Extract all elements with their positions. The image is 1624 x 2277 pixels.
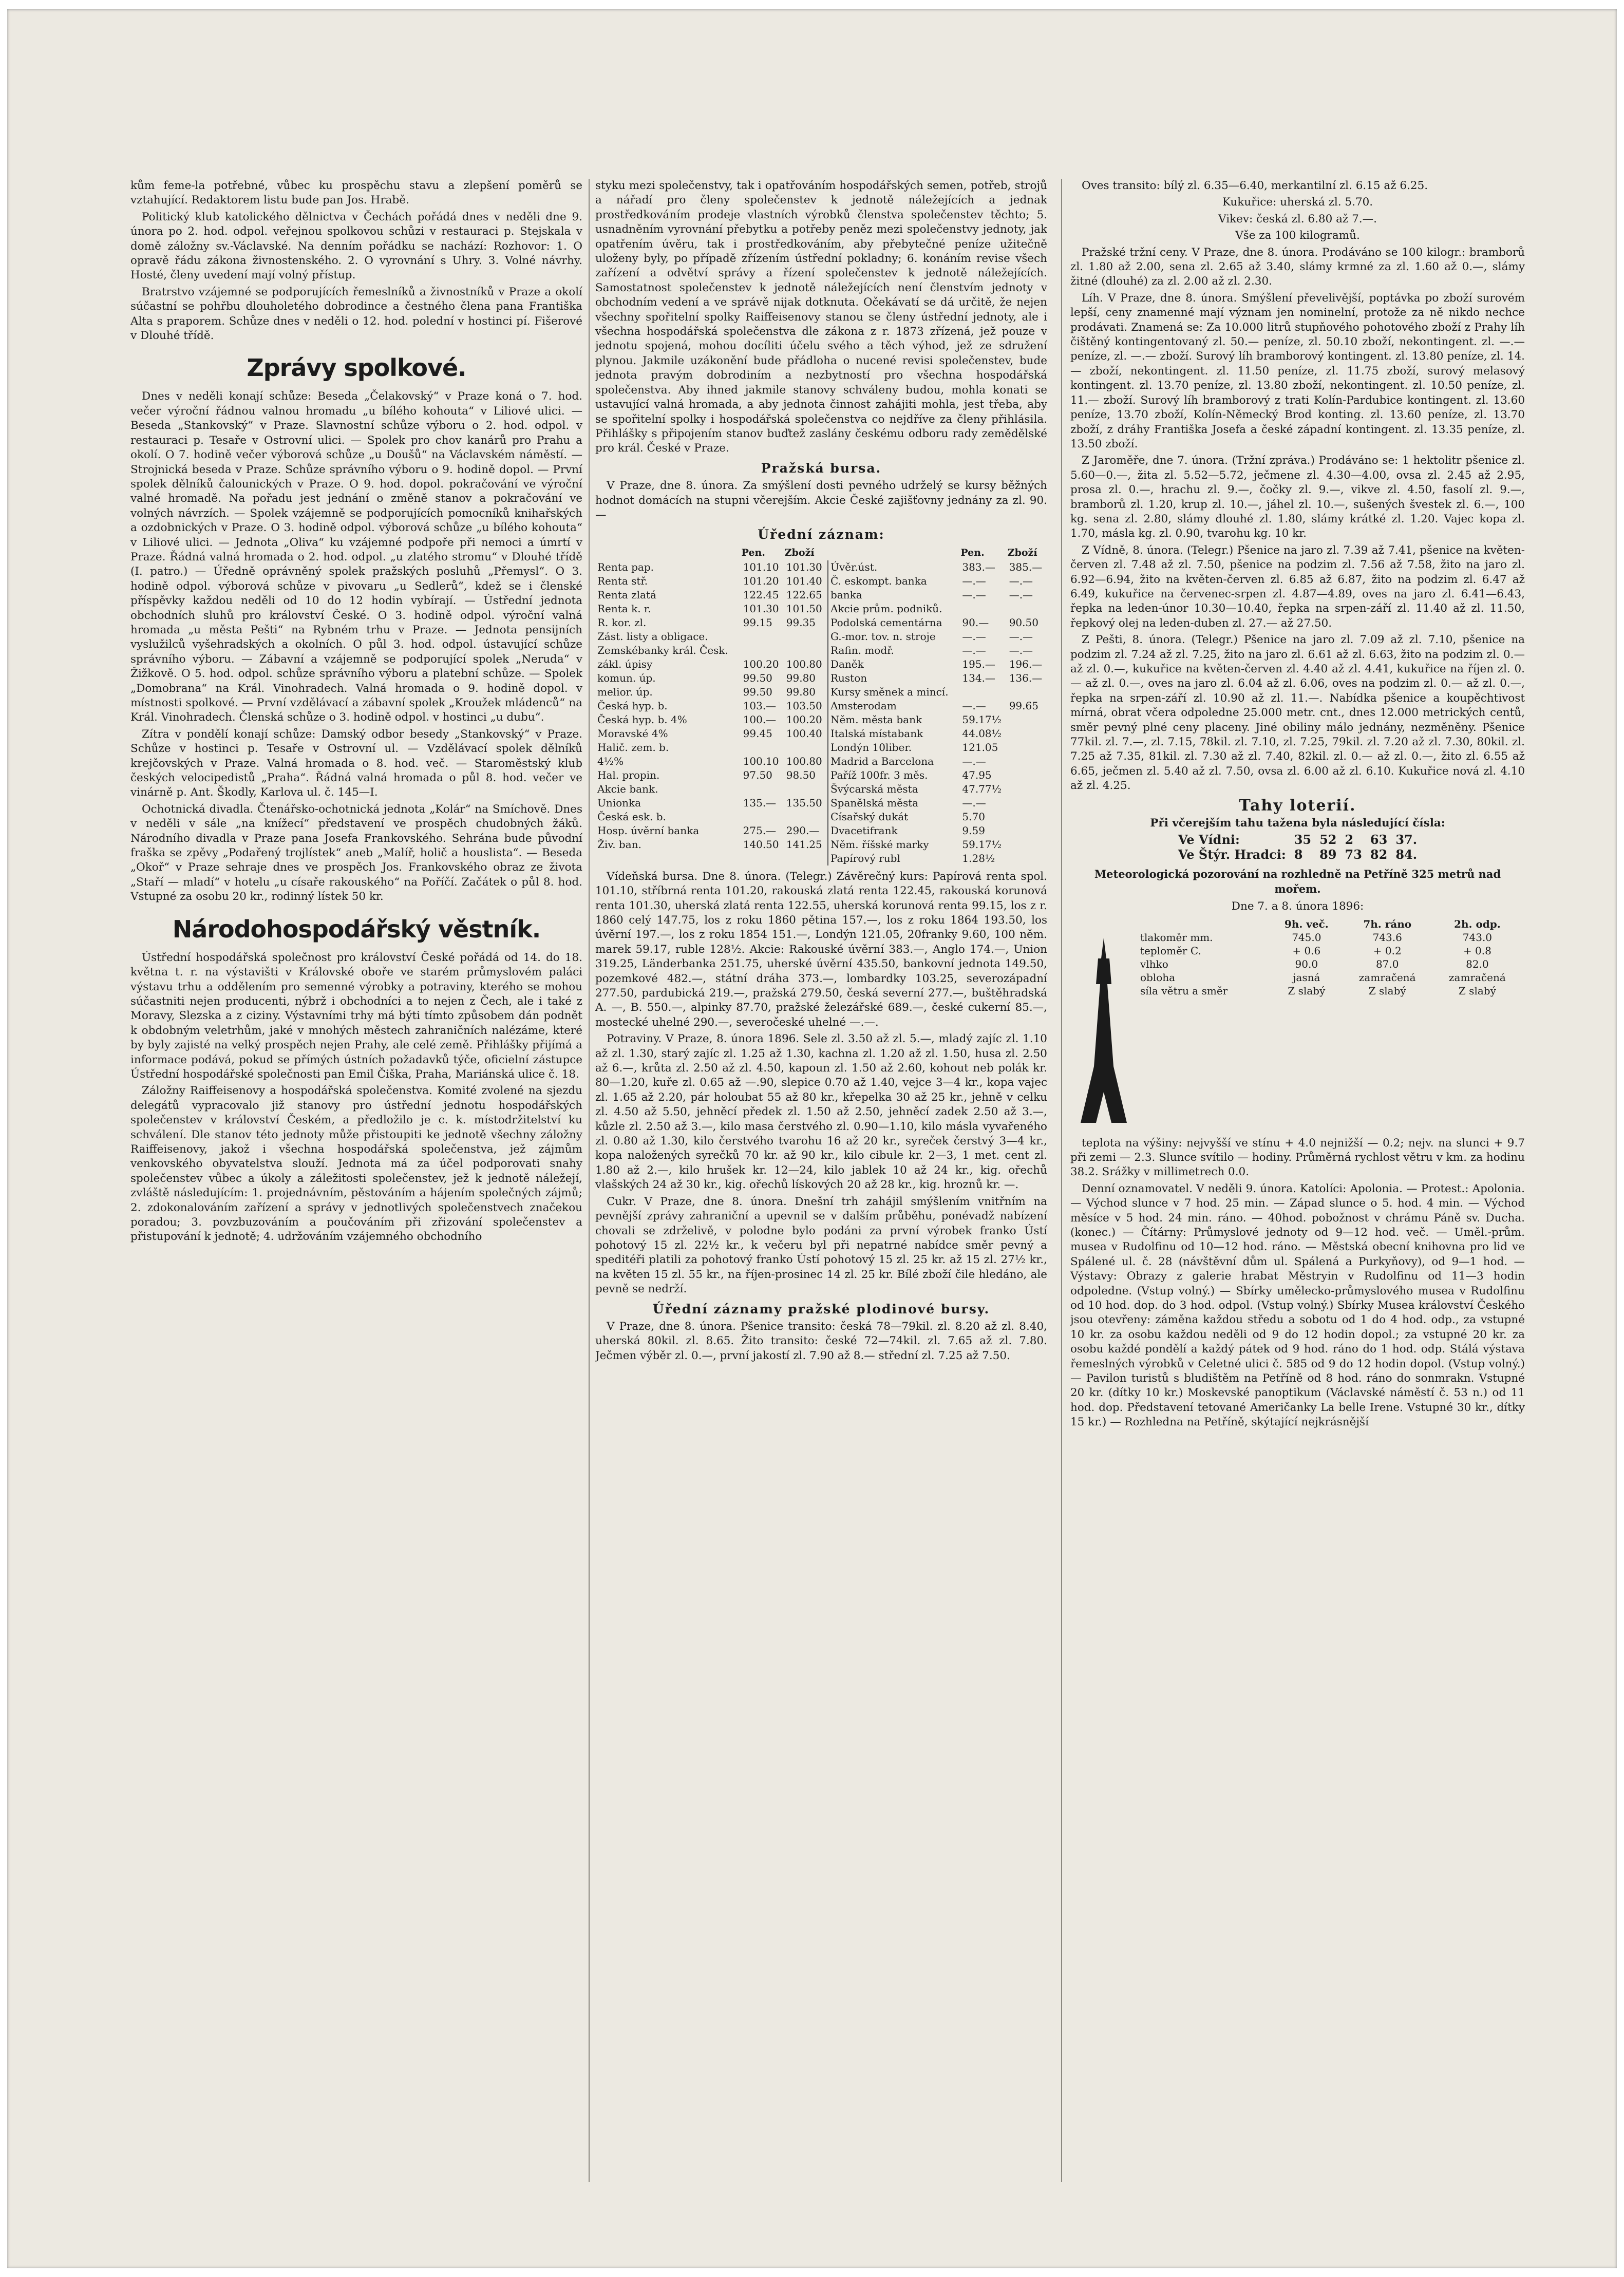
zaznam-heading: Úřední záznam: — [758, 527, 885, 542]
rates-row — [595, 727, 1047, 741]
meteo-header: 9h. več. — [1284, 917, 1329, 930]
rates-row — [595, 699, 1047, 713]
rates-value: 99.80 — [784, 671, 828, 685]
newspaper-page — [7, 9, 1617, 2268]
rates-label: Ruston — [830, 671, 867, 684]
rates-row — [595, 588, 1047, 602]
rates-row — [595, 838, 1047, 852]
meteo-value: + 0.8 — [1463, 944, 1491, 957]
rates-label: Italská místabank — [830, 727, 923, 740]
meteo-label: tlakoměr mm. — [1140, 931, 1213, 944]
rates-label: Zást. listy a obligace. — [597, 630, 708, 643]
rates-value — [1007, 713, 1047, 727]
rates-label: melior. úp. — [597, 685, 653, 698]
meteo-header-row — [1137, 917, 1522, 931]
rates-value: 103.— — [743, 699, 777, 712]
rates-value: —.— — [962, 755, 986, 767]
rates-label: Č. eskompt. banka — [830, 574, 927, 587]
section-heading-spolky: Zprávy spolkové. — [247, 354, 466, 382]
column-2 — [595, 179, 1047, 2208]
rates-row — [595, 810, 1047, 824]
lottery-number: 73 — [1345, 846, 1362, 862]
lottery-number: 84. — [1395, 846, 1418, 862]
meteo-dates: Dne 7. a 8. února 1896: — [1231, 900, 1364, 913]
meteo-value: zamračená — [1449, 971, 1506, 984]
rates-label: Česká esk. b. — [597, 810, 666, 823]
rates-value: 98.50 — [784, 768, 828, 782]
paragraph: Politický klub katolického dělnictva v Čechách pořádá dnes v neděli dne 9. února po 2. hod. odpol. veřejnou spolkovou schůzi v restauraci p. Stejskala v domě záložny sv.-Václavské. Na denním pořádku se nachází: Rozhovor: 1. O opravě řádu zákona živnostenského. 2. O vyrovnání s Uhry. 3. Volné návrhy. Hosté, členy uvedení mají volný přístup. — [130, 210, 582, 282]
rates-value — [784, 644, 828, 657]
paragraph: V Praze, dne 8. února. Za smýšlení dosti pevného udrželý se kursy běžných hodnot domácích na stupni včerejším. Akcie České zajišťovny jednány za zl. 90.— — [595, 479, 1047, 521]
paragraph: Pražské tržní ceny. V Praze, dne 8. února. Prodáváno se 100 kilogr.: bramborů zl. 1.80 až 2.00, sena zl. 2.65 až 3.40, slámy krmné za zl. 1.60 až 0.—, slámy žitné (dlouhé) za zl. 2.00 až zl. 2.30. — [1070, 246, 1525, 288]
paragraph: V Praze, dne 8. února. Pšenice transito: česká 78—79kil. zl. 8.20 až zl. 8.40, uherská 80kil. zl. 8.65. Žito transito: české 72—74kil. zl. 7.65 až zl. 7.80. Ječmen výběr zl. 0.—, první jakostí zl. 7.90 až 8.— střední zl. 7.25 až 7.50. — [595, 1320, 1047, 1362]
rates-value: 100.20 — [784, 713, 828, 727]
rates-value: —.— — [962, 574, 986, 587]
rates-value: 122.65 — [784, 588, 828, 602]
rates-value: —.— — [962, 699, 986, 712]
rates-row — [595, 796, 1047, 810]
rates-value: 195.— — [962, 657, 995, 670]
rates-label: zákl. úpisy — [597, 657, 653, 670]
rates-row — [595, 713, 1047, 727]
rates-label: Podolská cementárna — [830, 616, 942, 629]
rates-value — [1007, 852, 1047, 865]
paragraph: teplota na výšiny: nejvyšší ve stínu + 4.0 nejnižší — 0.2; nejv. na slunci + 9.7 při zemi — 2.3. Slunce svítilo — hodiny. Průměrná rychlost větru v km. za hodinu 38.2. Srážky v millimetrech 0.0. — [1070, 1136, 1525, 1179]
rates-value — [741, 630, 784, 644]
meteo-table — [1137, 917, 1522, 998]
rates-header: Zboží — [784, 547, 815, 558]
rates-value — [960, 685, 1007, 699]
rates-value: —.— — [962, 588, 986, 601]
rates-label: Paříž 100fr. 3 měs. — [830, 768, 928, 781]
plodiny-heading: Úřední záznamy pražské plodinové bursy. — [652, 1301, 990, 1316]
paragraph: Potraviny. V Praze, 8. února 1896. Sele zl. 3.50 až zl. 5.—, mladý zajíc zl. 1.10 až zl. 1.30, starý zajíc zl. 1.25 až 1.30, kachna zl. 1.20 až zl. 1.50, husa zl. 2.50 až 6.—, krůta zl. 2.50 až zl. 4.50, kapoun zl. 1.50 až 2.60, kohout neb polák kr. 80—1.20, kuře zl. 0.65 až —.90, slepice 0.70 až 1.40, vejce 3—4 kr., kopa vajec zl. 1.65 až 2.20, pár holoubat 55 až 80 kr., křepelka 30 až 25 kr., jehně v celku zl. 4.50 až 5.50, jehněcí předek zl. 1.50 až 2.50, jehněcí zadek 2.50 až 3.—, kůzle zl. 2.50 až 3.—, kilo masa čerstvého zl. 0.90—1.10, kilo másla vyvařeného zl. 0.80 až 1.30, kilo čerstvého tvarohu 16 až 20 kr., syreček čerstvý 3—4 kr., kopa naložených syrečků 70 kr. až 90 kr., kilo cibule kr. 2—3, 1 met. cent zl. 1.80 až 2.—, kilo hrušek kr. 12—24, kilo jablek 10 až 24 kr., kig. ořechů vlašských 24 až 30 kr., kig. ořechů lískových 20 až 28 kr., kig. hroznů kr. —. — [595, 1032, 1047, 1192]
rates-header: Pen. — [960, 547, 985, 558]
rates-value: 5.70 — [962, 810, 985, 823]
meteo-value: + 0.6 — [1292, 944, 1321, 957]
rates-value: 59.17½ — [962, 838, 1002, 851]
rates-value: 134.— — [962, 671, 995, 684]
rates-label: Zemskébanky král. Česk. — [597, 644, 728, 656]
rates-row — [595, 768, 1047, 782]
rates-value: 99.65 — [1009, 699, 1038, 712]
meteo-row — [1137, 971, 1522, 984]
meteo-value: jasná — [1293, 971, 1320, 984]
rates-label: 4½% — [597, 755, 624, 767]
rates-row — [595, 671, 1047, 685]
rates-value: 101.30 — [784, 560, 828, 574]
rates-value: 136.— — [1009, 671, 1043, 684]
rates-row — [595, 852, 1047, 865]
meteo-value: 743.6 — [1372, 931, 1402, 944]
rates-row — [595, 755, 1047, 768]
paragraph: Bratrstvo vzájemné se podporujících řemeslníků a živnostníků v Praze a okolí súčastní se pohřbu dlouholetého dobrodince a čestného člena pana Františka Alta s praporem. Schůze dnes v neděli o 12. hod. polední v hostinci pí. Fišerové v Dlouhé třídě. — [130, 285, 582, 343]
paragraph: Líh. V Praze, dne 8. února. Smýšlení převelivější, poptávka po zboží surovém lepší, ceny znamenné mají význam jen nominelní, protože za ně nikdo nechce prodávati. Znamená se: Za 10.000 litrů stupňového pohotového zboží z Prahy líh čištěný kontingentovaný zl. 50.— peníze, zl. 50.10 zboží, nekontingent. zl. —.— peníze, zl. —.— zboží. Surový líh bramborový kontingent. zl. 13.80 peníze, zl. 14.— zboží, nekontingent. zl. 11.50 peníze, zl. 11.75 zboží, surový melasový kontingent. zl. 13.70 peníze, zl. 13.80 zboží, nekontingent. zl. 10.50 peníze, zl. 11.— zboží. Surový líh bramborový z trati Kolín-Pardubice kontingent. zl. 13.60 peníze, 13.70 zboží, Kolín-Německý Brod konting. zl. 13.60 peníze, zl. 13.70 zboží, z dráhy Františka Josefa a české západní kontingent. zl. 13.35 peníze, zl. 13.50 zboží. — [1070, 291, 1525, 450]
rates-value: —.— — [1009, 644, 1033, 656]
paragraph: Oves transito: bílý zl. 6.35—6.40, merkantilní zl. 6.15 až 6.25. — [1082, 179, 1428, 192]
line: Kukuřice: uherská zl. 5.70. — [1222, 196, 1373, 209]
rates-value — [1007, 741, 1047, 755]
rates-value: 122.45 — [743, 588, 779, 601]
rates-value: 135.50 — [784, 796, 828, 810]
rates-header-row — [595, 545, 1047, 560]
column-divider — [1061, 179, 1062, 2182]
rates-label: Renta zlatá — [597, 588, 656, 601]
rates-value: —.— — [1009, 630, 1033, 643]
rates-label: Renta stř. — [597, 574, 648, 587]
rates-value: —.— — [962, 644, 986, 656]
rates-value — [1007, 824, 1047, 838]
rates-value: 47.95 — [962, 768, 992, 781]
lottery-number: 37. — [1395, 832, 1418, 848]
rates-label: banka — [830, 588, 862, 601]
rates-value: 196.— — [1009, 657, 1043, 670]
rates-value: 99.45 — [743, 727, 772, 740]
rates-label: Česká hyp. b. 4% — [597, 713, 687, 726]
rates-value: 1.28½ — [962, 852, 995, 864]
rates-value: 101.30 — [743, 602, 779, 615]
meteo-label: síla větru a směr — [1140, 984, 1228, 997]
lottery-number: 82 — [1370, 846, 1388, 862]
rates-value — [784, 782, 828, 796]
rates-label: Akcie bank. — [597, 782, 658, 795]
rates-label: Londýn 10liber. — [830, 741, 912, 754]
rates-row — [595, 824, 1047, 838]
rates-value: 101.40 — [784, 574, 828, 588]
rates-row — [595, 616, 1047, 630]
meteo-header: 2h. odp. — [1454, 917, 1501, 930]
meteo-value: Z slabý — [1288, 984, 1326, 997]
rates-label: Hosp. úvěrní banka — [597, 824, 700, 837]
rates-row — [595, 644, 1047, 657]
rates-value: 90.— — [962, 616, 989, 629]
tahy-subheading: Při včerejším tahu tažena byla následující čísla: — [1150, 817, 1445, 830]
meteo-value: Z slabý — [1368, 984, 1406, 997]
section-heading-vestnik: Národohospodářský věstník. — [172, 915, 541, 943]
rates-value — [784, 810, 828, 824]
paragraph: Ústřední hospodářská společnost pro království České pořádá od 14. do 18. května t. r. na výstavišti v Královské oboře ve starém průmyslovém paláci výstavu trhu a oddělením pro semenné výrobky a potraviny, kterého se mohou súčastniti nejen producenti, nýbrž i obchodníci a to nejen z Čech, ale i také z Moravy, Slezska a z ciziny. Výstavními trhy má býti tímto způsobem dán podnět k obdobným veletrhům, jaké v mnohých městech zahraničních nalézáme, které by byly zajisté na velký prospěch nejen Prahy, ale celé země. Přihlášky přijímá a informace podává, pokud se přímých ústních požadavků týče, oficielní zástupce Ústřední hospodářské společnosti pan Emil Čiška, Praha, Mariánská ulice č. 18. — [130, 951, 582, 1081]
rates-value: —.— — [1009, 588, 1033, 601]
paragraph: Ochotnická divadla. Čtenářsko-ochotnická jednota „Kolár“ na Smíchově. Dnes v neděli v sále „na knížecí“ představení ve prospěch chudobných žáků. Národního divadla v Praze pana Josefa Frankovského. Sehrána bude původní fraška se zpěvy „Podařený trojlístek“ aneb „Malíř, holič a houslista“. — Beseda „Okoř“ v Praze sehraje dnes ve prospěch Jos. Frankovského obraz ze života „Staří — mladí“ v hotelu „u císaře rakouského“ na Poříčí. Začátek o půl 8. hod. Vstupné za osobu 20 kr., rodinný lístek 50 kr. — [130, 802, 582, 904]
paragraph: styku mezi společenstvy, tak i opatřováním hospodářských semen, potřeb, strojů a nářadí pro členy společenstev k jednotě náležejících a jednak prostředkováním prodeje vlastních výrobků členstva společenstev těchto; 5. usnadněním vyrovnání přebytku a potřeby peněz mezi společenstvy jednoty, jak opatřením úvěru, tak i prostředkováním, aby přebytečné peníze užitečně uloženy byly, po případě zřízením ústřední pokladny; 6. konáním revise všech zařízení a odvětví správy a řízení společenstev k jednotě náležejících. Samostatnost společenstev k jednotě náležejících není členstvím jednoty v obchodním vedení a ve správě nijak dotknuta. Očekávatí se dá určitě, že nejen všechny spořitelní spolky Raiffeisenovy stanou se členy ústřední jednoty, ale i všechna hospodářská společenstva dle zákona z r. 1873 zřízená, jež pouze v jednotu spojená, mohou docíliti účelu svého a těch výhod, jež ze sdružení plynou. Jakmile uzákonění bude přádloha o nucené revisi společenstev, bude jednota pravým dobrodiním a nezbytností pro všechna hospodářská společenstva. Aby ihned jakmile stanovy schváleny budou, mohla konati se ustavující valná hromada, a aby jednota činnost zahájiti mohla, jest třeba, aby se spořitelní spolky i hospodářská společenstva co nejdříve za členy přihlásila. Přihlášky s připojením stanov buďtež zaslány českému odboru rady zemědělské pro král. České v Praze. — [595, 179, 1047, 455]
rates-table — [595, 545, 1047, 865]
rates-label: Hal. propin. — [597, 768, 660, 781]
rates-value: 101.20 — [743, 574, 779, 587]
rates-value — [1007, 602, 1047, 616]
rates-value: 59.17½ — [962, 713, 1002, 726]
rates-label: Spanělská města — [830, 796, 919, 809]
rates-value — [1007, 755, 1047, 768]
rates-label: Dvacetifrank — [830, 824, 898, 837]
meteo-value: 745.0 — [1292, 931, 1321, 944]
rates-value: 141.25 — [784, 838, 828, 852]
paragraph: Záložny Raiffeisenovy a hospodářská společenstva. Komité zvolené na sjezdu delegátů vypracovalo již stanovy pro ústřední jednotu hospodářských společenstev v království Českém, a předložilo je c. k. místodržitelství ku schválení. Dle stanov této jednoty může přistoupiti ke jednotě všechny záložny Raiffeisenovy, jakož i všechna hospodářská společenstva, jež zájmům venkovského obyvatelstva slouží. Jednota má za účel podporovati snahy společenstev vůbec a úkoly a záležitosti společenstev, jež k jednotě náležejí, zvláště následujícím: 1. projednávním, pěstováním a hájením společných zájmů; 2. zdokonalováním zařízení a správy v jednotlivých společenstvech značekou poradou; 3. povzbuzováním a poučováním při zřizování společenstev a přistupování k jednotě; 4. udržováním vzájemného obchodního — [130, 1084, 582, 1244]
meteo-value: Z slabý — [1458, 984, 1496, 997]
rates-row — [595, 630, 1047, 644]
lottery-number: 89 — [1319, 846, 1337, 862]
meteo-row — [1137, 984, 1522, 998]
rates-label: Renta k. r. — [597, 602, 651, 615]
rates-label: Česká hyp. b. — [597, 699, 668, 712]
rates-value — [1007, 796, 1047, 810]
lottery-number: 2 — [1345, 832, 1354, 848]
rates-label: R. kor. zl. — [597, 616, 647, 629]
rates-value: 383.— — [962, 560, 995, 573]
rates-label: Amsterodam — [830, 699, 897, 712]
rates-value: 47.77½ — [962, 782, 1002, 795]
paragraph: Dnes v neděli konají schůze: Beseda „Čelakovský“ v Praze koná o 7. hod. večer výroční řádnou valnou hromadu „u bílého kohouta“ v Liliové ulici. — Beseda „Stankovský“ v Praze. Slavnostní schůze výboru o 2. hod. odpol. v restauraci p. Tesaře v Ostrovní ulici. — Spolek pro chov kanárů pro Prahu a okolí. O 7. hodině večer výborová schůze „u Doušů“ na Václavském náměstí. — Strojnická beseda v Praze. Schůze správního výboru o 9. hodině dopol. — První spolek dělníků čalounických v Praze. O 9. hod. dopol. pokračování ve výroční valné hromadě. Na pořadu jest jednání o změně stanov a pokračování ve volných návrzích. — Spolek vzájemně se podporujících pomocníků knihařských a ozdobnických v Praze. O 3. hodině odpol. výborová schůze „u bílého kohouta“ v Liliové ulici. — Jednota „Oliva“ ku vzájemné podpoře při nemoci a úmrtí v Praze. Řádná valná hromada o 2. hod. odpol. „u zlatého stromu“ v Dlouhé třídě (I. patro.) — Úředně oprávněný spolek pražských posluhů „Přemysl“. O 3. hodině odpol. výborová schůze v pivovaru „u Sedlerů“, kdež se i členské příspěvky každou neděli od 10 do 12 hodin vybírají. — Ústřední jednota obchodních sluhů pro království České. O 3. hodině odpol. výroční valná hromada „u města Pešti“ na Rybném trhu v Praze. — Jednota pensijních vyslužilců vyšehradských a okolních. O půl 3. hod. odpol. ústavující schůze správního výboru. — Zábavní a vzájemně se podporující spolek „Neruda“ v Žižkově. O 5. hod. odpol. schůze správního výboru a platební schůze. — Spolek „Domobrana“ na Král. Vinohradech. Valná hromada o 9. hodině dopol. v místnosti spolkové. — První vzdělávací a zábavní spolek „Kroužek mládenců“ na Král. Vinohradech. Členská schůze o 3. hodině odpol. v hostinci „u dubu“. — [130, 390, 582, 724]
rates-value: 100.80 — [784, 755, 828, 768]
paragraph: Zítra v pondělí konají schůze: Damský odbor besedy „Stankovský“ v Praze. Schůze v hostinci p. Tesaře v Ostrovní ul. — Vzdělávací spolek dělníků krejčovských v Praze. Valná hromada o 8. hod. več. — Staroměstský klub českých velocipedistů „Praha“. Řádná valná hromada o půl 8. hod. večer ve vinárně p. Ant. Škodly, Karlova ul. č. 145—I. — [130, 727, 582, 799]
lottery-number: 63 — [1370, 832, 1388, 848]
line: Vikev: česká zl. 6.80 až 7.—. — [1218, 212, 1377, 225]
rates-row — [595, 602, 1047, 616]
rates-label: Švýcarská města — [830, 782, 918, 795]
paragraph: kům feme-la potřebné, vůbec ku prospěchu stavu a zlepšení poměrů se vztahující. Redaktorem listu bude pan Jos. Hrabě. — [130, 179, 582, 207]
meteo-row — [1137, 957, 1522, 971]
lottery-number: 8 — [1294, 846, 1303, 862]
paragraph: Z Vídně, 8. února. (Telegr.) Pšenice na jaro zl. 7.39 až 7.41, pšenice na květen-červen zl. 7.48 až zl. 7.50, pšenice na podzim zl. 7.56 až 7.58, žito na jaro zl. 6.92—6.94, žito na květen-červen zl. 6.85 až 6.87, žito na podzim zl. 6.47 až 6.49, kukuřice na červenec-srpen zl. 4.87—4.89, oves na jaro zl. 6.41—6.43, řepka na leden-únor 10.30—10.40, řepka na srpen-září zl. 11.40 až zl. 11.50, řepkový olej na leden-duben zl. 27.— až 27.50. — [1070, 543, 1525, 630]
rates-label: Papírový rubl — [830, 852, 900, 864]
lottery-place: Ve Štýr. Hradci: — [1178, 846, 1286, 862]
lottery-table — [1174, 833, 1421, 862]
rates-label: G.-mor. tov. n. stroje — [830, 630, 936, 643]
rates-value: 99.35 — [784, 616, 828, 630]
rates-label: Akcie prům. podniků. — [830, 602, 942, 615]
rates-value: 100.— — [743, 713, 777, 726]
lottery-row — [1174, 833, 1421, 847]
rates-value — [1007, 782, 1047, 796]
tahy-heading: Tahy loterií. — [1239, 796, 1356, 815]
paragraph: Vídeňská bursa. Dne 8. února. (Telegr.) Závěrečný kurs: Papírová renta spol. 101.10, stříbrná renta 101.20, rakouská zlatá renta 122.45, rakouská korunová renta 101.30, uherská zlatá renta 122.55, uherská korunová renta 99.15, los z r. 1860 celý 147.75, los z roku 1860 pětina 157.—, los z roku 1864 193.50, los úvěrní 197.—, los z roku 1854 151.—, Londýn 121.05, 20franky 9.60, 100 něm. marek 59.17, ruble 128½. Akcie: Rakouské úvěrní 383.—, Anglo 174.—, Union 319.25, Länderbanka 251.75, uherské úvěrní 435.50, bankovní jednota 149.50, pozemkové 482.—, státní dráha 373.—, lombardky 103.25, severozápadní 277.50, pardubická 219.—, pražská 279.50, česká severní 277.—, buštěhradská A. —, B. 550.—, alpinky 87.70, pražské železářské 689.—, české cukerní 85.—, mostecké uhelné 290.—, severočeské uhelné —.—. — [595, 870, 1047, 1029]
rates-value — [960, 602, 1007, 616]
rates-value: 99.15 — [743, 616, 772, 629]
rates-value: 290.— — [784, 824, 828, 838]
rates-value: —.— — [962, 630, 986, 643]
rates-value: 100.80 — [784, 657, 828, 671]
meteo-row — [1137, 944, 1522, 957]
meteo-block — [1070, 917, 1525, 1133]
rates-value: 100.20 — [743, 657, 779, 670]
rates-value: 103.50 — [784, 699, 828, 713]
burza-heading: Pražská bursa. — [761, 460, 882, 476]
lottery-number: 35 — [1294, 832, 1312, 848]
meteo-value: 90.0 — [1295, 957, 1318, 970]
petrin-tower-icon — [1075, 938, 1132, 1123]
paragraph: Denní oznamovatel. V neděli 9. února. Katolíci: Apolonia. — Protest.: Apolonia. — Východ slunce v 7 hod. 25 min. — Západ slunce o 5. hod. 4 min. — Východ měsíce v 5 hod. 24 min. ráno. — 40hod. pobožnost v chrámu Páně sv. Ducha. (konec.) — Čítárny: Průmyslové jednoty od 9—12 hod. več. — Uměl.-prům. musea v Rudolfinu od 10—12 hod. ráno. — Městská obecní knihovna pro lid ve Spálené ul. č. 28 (návštěvní dům ul. Spálená a Purkyňovy), od 9—1 hod. — Výstavy: Obrazy z galerie hrabat Městryin v Rudolfinu od 11—3 hodin odpoledne. (Vstup volný.) — Sbírky umělecko-průmyslového musea v Rudolfinu od 10 hod. dop. do 3 hod. odpol. (Vstup volný.) Sbírky Musea království Českého jsou otevřeny: záměna každou středu a sobotu od 1 do 4 hod. odp., za vstupné 10 kr. za osobu každou neděli od 9 do 12 hodin dopol.; za vstupné 20 kr. za osobu každé pondělí a každý pátek od 9 hod. ráno do 1 hod. odp. Stálá výstava řemeslných výrobků v Celetné ulici č. 585 od 9 do 12 hodin dopol. (Vstup volný.) — Pavilon turistů s bludištěm na Petříně od 8 hod. ráno do sonmrakn. Vstupné 20 kr. (dítky 10 kr.) Moskevské panoptikum (Václavské náměstí č. 53 n.) od 11 hod. dop. Představení tetované Američanky La belle Irene. Vstupné 30 kr., dítky 15 kr.) — Rozhledna na Petříně, skýtající nejkrásnější — [1070, 1182, 1525, 1429]
rates-value: 97.50 — [743, 768, 772, 781]
rates-value: 100.40 — [784, 727, 828, 741]
column-3 — [1070, 179, 1525, 2208]
rates-value: 275.— — [743, 824, 777, 837]
meteo-value: zamračená — [1358, 971, 1416, 984]
meteo-row — [1137, 931, 1522, 944]
rates-value: 90.50 — [1009, 616, 1038, 629]
rates-label: Halič. zem. b. — [597, 741, 669, 754]
rates-value: 101.50 — [784, 602, 828, 616]
rates-value — [1007, 810, 1047, 824]
rates-value — [1007, 838, 1047, 852]
lottery-number: 52 — [1319, 832, 1337, 848]
meteo-label: vlhko — [1140, 957, 1168, 970]
rates-value — [784, 741, 828, 755]
rates-label: Moravské 4% — [597, 727, 668, 740]
meteo-header: 7h. ráno — [1363, 917, 1412, 930]
rates-value — [784, 630, 828, 644]
rates-value: —.— — [1009, 574, 1033, 587]
meteo-value: 87.0 — [1375, 957, 1399, 970]
line: Vše za 100 kilogramů. — [1235, 229, 1360, 242]
rates-label: komun. úp. — [597, 671, 656, 684]
rates-label: Kursy směnek a mincí. — [830, 685, 949, 698]
meteo-value: 743.0 — [1462, 931, 1493, 944]
meteo-value: 82.0 — [1466, 957, 1489, 970]
rates-value — [1007, 768, 1047, 782]
meteo-label: teploměr C. — [1140, 944, 1201, 957]
column-1 — [130, 179, 582, 2208]
rates-value — [741, 810, 784, 824]
rates-row — [595, 685, 1047, 699]
paragraph: Z Pešti, 8. února. (Telegr.) Pšenice na jaro zl. 7.09 až zl. 7.10, pšenice na podzim zl. 7.24 až zl. 7.25, žito na jaro zl. 6.61 až zl. 6.63, žito na podzim zl. 0.— až zl. 0.—, kukuřice na květen-červen zl. 4.40 až zl. 4.41, kukuřice na říjen zl. 0.— až zl. 0.—, oves na jaro zl. 6.04 až zl. 6.06, oves na podzim zl. 0.— až zl. 0.—, řepka na srpen-září zl. 10.90 až zl. 11.—. Nabídka pšenice a koupěchtivost mírná, obrat včera odpoledne 25.000 metr. cnt., dnes 12.000 metrických centů, směr pevný plné ceny placeny. Jiné obiliny málo jednány, nezměněny. Pšenice 77kil. zl. 7.—, zl. 7.15, 78kil. zl. 7.10, zl. 7.25, 79kil. zl. 7.20 až zl. 7.30, 80kil. zl. 7.25 až 7.35, 81kil. zl. 7.30 až zl. 7.40, 82kil. zl. 0.— až zl. 0.—, žito zl. 6.55 až 6.65, ječmen zl. 5.40 až zl. 7.50, ovsa zl. 6.00 až zl. 6.10. Kukuřice nová zl. 4.10 až zl. 4.25. — [1070, 633, 1525, 793]
rates-value: 101.10 — [743, 560, 779, 573]
rates-label: Daněk — [830, 657, 864, 670]
rates-row — [595, 560, 1047, 574]
rates-value: 9.59 — [962, 824, 985, 837]
rates-value: 100.10 — [743, 755, 779, 767]
paragraph: Z Jaroměře, dne 7. února. (Tržní zpráva.) Prodáváno se: 1 hektolitr pšenice zl. 5.60—0.—, žita zl. 5.52—5.72, ječmene zl. 4.30—4.00, ovsa zl. 2.45 až 2.95, prosa zl. 0.—, hrachu zl. 9.—, čočky zl. 9.—, vikve zl. 4.50, fasolí zl. 9.—, bramborů zl. 1.20, krup zl. 10.—, jáhel zl. 10.—, sušených švestek zl. 6.—, 100 kg. sena zl. 2.80, slámy dlouhé zl. 1.80, slámy krátké zl. 1.20. Vajec kopa zl. 1.70, másla kg. zl. 0.90, tvarohu kg. 10 kr. — [1070, 454, 1525, 540]
rates-value: 135.— — [743, 796, 777, 809]
rates-label: Císařský dukát — [830, 810, 909, 823]
column-divider — [589, 179, 590, 2182]
lottery-row — [1174, 848, 1421, 862]
rates-row — [595, 741, 1047, 755]
rates-label: Něm. města bank — [830, 713, 922, 726]
rates-value: 99.50 — [743, 685, 772, 698]
rates-value: 44.08½ — [962, 727, 1002, 740]
rates-value — [741, 782, 784, 796]
rates-header: Pen. — [741, 547, 765, 558]
rates-value — [741, 741, 784, 755]
rates-label — [595, 852, 741, 865]
meteo-value: + 0.2 — [1373, 944, 1402, 957]
rates-value — [741, 644, 784, 657]
rates-label: Unionka — [597, 796, 641, 809]
rates-value: 121.05 — [962, 741, 998, 754]
rates-row — [595, 782, 1047, 796]
rates-value: —.— — [962, 796, 986, 809]
rates-label: Něm. říšské marky — [830, 838, 929, 851]
rates-value — [1007, 685, 1047, 699]
rates-value — [1007, 727, 1047, 741]
meteo-label: obloha — [1140, 971, 1176, 984]
rates-value: 140.50 — [743, 838, 779, 851]
rates-value — [741, 852, 784, 865]
rates-value: 99.50 — [743, 671, 772, 684]
rates-label: Úvěr.úst. — [830, 560, 878, 573]
meteo-heading: Meteorologická pozorování na rozhledně na Petříně 325 metrů nad mořem. — [1094, 868, 1501, 895]
rates-value: 99.80 — [784, 685, 828, 699]
rates-value: 385.— — [1009, 560, 1043, 573]
rates-row — [595, 574, 1047, 588]
paragraph: Cukr. V Praze, dne 8. února. Dnešní trh zahájil smýšlením vnitřním na pevnější zprávy zahraniční a upevnil se v dalším průběhu, ponévadž nabízení chovali se zdrželivě, v polodne bylo podáni za první výrobek franko Ústí pohotový 15 zl. 22½ kr., k večeru byl při nepatrné nabídce směr pevný a speditéři platili za pohotový franko Ústí pohotový 15 zl. 25 kr. až 15 zl. 27½ kr., na květen 15 zl. 55 kr., na říjen-prosinec 14 zl. 25 kr. Bílé zboží čile hledáno, ale pevně se nedrží. — [595, 1195, 1047, 1296]
lottery-place: Ve Vídni: — [1178, 832, 1240, 848]
rates-header: Zboží — [1007, 547, 1037, 558]
rates-value — [784, 852, 828, 865]
rates-label: Živ. ban. — [597, 838, 641, 851]
rates-label: Renta pap. — [597, 560, 654, 573]
rates-label: Madrid a Barcelona — [830, 755, 934, 767]
rates-row — [595, 657, 1047, 671]
rates-label: Rafin. modř. — [830, 644, 894, 656]
